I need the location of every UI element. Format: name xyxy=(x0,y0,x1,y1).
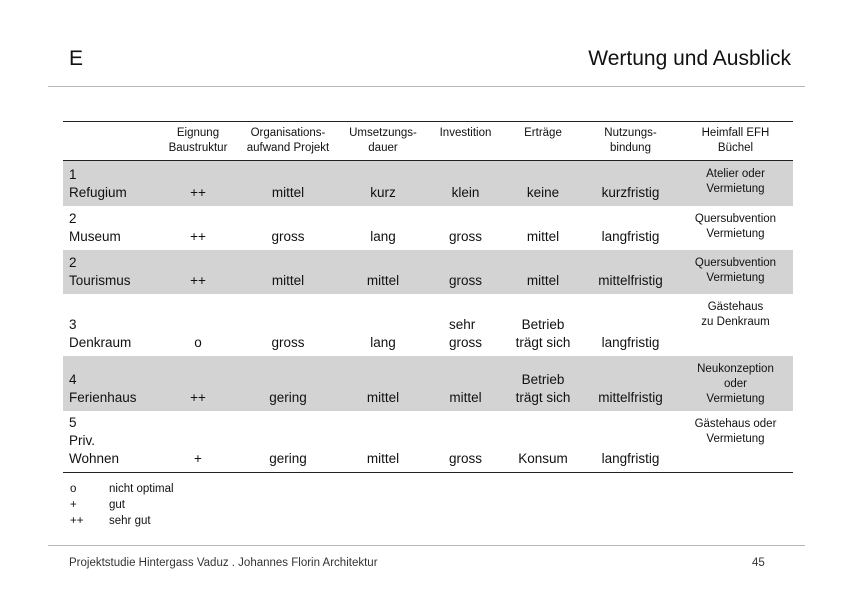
cell-aufwand-value: mittel xyxy=(271,272,305,288)
variant-name: Museum xyxy=(69,228,121,244)
variant-name: Refugium xyxy=(69,184,127,200)
variant-cell xyxy=(63,206,158,250)
cell-aufwand-value: gering xyxy=(269,451,307,466)
cell-eignung-value: ++ xyxy=(190,184,206,200)
table-row xyxy=(63,294,793,356)
cell-ertraege-value: Betrieb trägt sich xyxy=(515,371,571,405)
cell-bindung-value: langfristig xyxy=(601,228,660,244)
cell-dauer-value: mittel xyxy=(366,451,400,466)
table-row xyxy=(63,250,793,294)
legend-item xyxy=(70,497,174,513)
page-title: Wertung und Ausblick xyxy=(588,47,791,70)
variant-name: Ferienhaus xyxy=(69,389,137,405)
legend-text: sehr gut xyxy=(109,515,151,527)
cell-eignung-value: + xyxy=(194,451,202,466)
cell-investition xyxy=(428,356,503,411)
footer-text: Projektstudie Hintergass Vaduz . Johannes Florin Architektur xyxy=(69,557,378,569)
cell-eignung xyxy=(158,206,238,250)
cell-investition xyxy=(428,294,503,356)
variant-name: Denkraum xyxy=(69,334,132,350)
table-body xyxy=(63,161,793,473)
table-row xyxy=(63,161,793,206)
variant-number: 3 xyxy=(69,316,77,332)
cell-eignung xyxy=(158,356,238,411)
cell-dauer xyxy=(338,411,428,473)
cell-eignung-value: ++ xyxy=(190,228,206,244)
cell-investition-value: gross xyxy=(448,272,482,288)
cell-investition-value: sehr gross xyxy=(448,316,482,350)
header-divider xyxy=(48,86,805,87)
table-row xyxy=(63,206,793,250)
cell-eignung-value: ++ xyxy=(190,272,206,288)
cell-bindung xyxy=(583,411,678,473)
cell-aufwand xyxy=(238,411,338,473)
cell-investition xyxy=(428,250,503,294)
cell-bindung-value: langfristig xyxy=(601,451,660,466)
legend-item xyxy=(70,481,174,497)
cell-ertraege xyxy=(503,411,583,473)
cell-dauer-value: mittel xyxy=(366,389,400,405)
variant-cell xyxy=(63,161,158,206)
cell-heimfall: Gästehaus oder Vermietung xyxy=(678,411,793,473)
cell-investition xyxy=(428,411,503,473)
cell-bindung xyxy=(583,294,678,356)
legend-symbol: ++ xyxy=(70,515,84,527)
cell-aufwand xyxy=(238,294,338,356)
variant-name: Tourismus xyxy=(69,272,131,288)
variant-number: 2 xyxy=(69,254,77,270)
column-header-bindung: Nutzungs- bindung xyxy=(583,122,678,161)
cell-ertraege xyxy=(503,206,583,250)
cell-dauer-value: lang xyxy=(370,228,396,244)
legend xyxy=(70,481,174,529)
cell-investition-value: gross xyxy=(448,451,482,466)
cell-ertraege-value: keine xyxy=(526,184,560,200)
cell-eignung xyxy=(158,250,238,294)
cell-dauer xyxy=(338,294,428,356)
cell-aufwand-value: gross xyxy=(271,228,305,244)
cell-dauer-value: lang xyxy=(370,334,396,350)
cell-eignung-value: o xyxy=(194,334,202,350)
cell-dauer xyxy=(338,161,428,206)
column-header-aufwand: Organisations- aufwand Projekt xyxy=(238,122,338,161)
column-header-variant xyxy=(63,122,158,161)
cell-eignung xyxy=(158,294,238,356)
cell-ertraege-value: mittel xyxy=(526,272,560,288)
cell-bindung xyxy=(583,356,678,411)
cell-dauer xyxy=(338,206,428,250)
cell-investition-value: mittel xyxy=(449,389,482,405)
cell-bindung xyxy=(583,250,678,294)
variant-name: Priv. Wohnen xyxy=(69,433,120,466)
cell-investition-value: gross xyxy=(448,228,482,244)
cell-eignung-value: ++ xyxy=(190,389,206,405)
cell-ertraege xyxy=(503,250,583,294)
cell-bindung-value: kurzfristig xyxy=(601,184,660,200)
cell-eignung xyxy=(158,411,238,473)
cell-ertraege xyxy=(503,294,583,356)
cell-heimfall: Quersubvention Vermietung xyxy=(678,250,793,294)
cell-dauer-value: kurz xyxy=(370,184,396,200)
legend-symbol: o xyxy=(70,483,77,495)
variant-number: 5 xyxy=(69,415,77,430)
cell-aufwand xyxy=(238,161,338,206)
variant-cell xyxy=(63,250,158,294)
variant-cell xyxy=(63,411,158,473)
cell-investition xyxy=(428,161,503,206)
cell-investition xyxy=(428,206,503,250)
cell-aufwand-value: mittel xyxy=(271,184,305,200)
column-header-heimfall: Heimfall EFH Büchel xyxy=(678,122,793,161)
cell-aufwand xyxy=(238,206,338,250)
table-row xyxy=(63,411,793,473)
variant-cell xyxy=(63,356,158,411)
cell-heimfall: Neukonzeption oder Vermietung xyxy=(678,356,793,411)
cell-ertraege-value: Konsum xyxy=(518,451,568,466)
legend-text: gut xyxy=(109,499,125,511)
footer-divider xyxy=(48,545,805,546)
cell-aufwand xyxy=(238,250,338,294)
cell-bindung-value: langfristig xyxy=(601,334,660,350)
variant-cell xyxy=(63,294,158,356)
cell-ertraege-value: mittel xyxy=(526,228,560,244)
cell-investition-value: klein xyxy=(451,184,480,200)
cell-bindung-value: mittelfristig xyxy=(598,389,663,405)
variant-number: 4 xyxy=(69,371,77,387)
legend-text: nicht optimal xyxy=(109,483,174,495)
cell-ertraege-value: Betrieb trägt sich xyxy=(515,316,571,350)
table-row xyxy=(63,356,793,411)
cell-ertraege xyxy=(503,356,583,411)
cell-eignung xyxy=(158,161,238,206)
cell-ertraege xyxy=(503,161,583,206)
cell-aufwand xyxy=(238,356,338,411)
cell-aufwand-value: gross xyxy=(271,334,305,350)
legend-item xyxy=(70,513,174,529)
variant-number: 2 xyxy=(69,210,77,226)
cell-aufwand-value: gering xyxy=(269,389,307,405)
section-letter: E xyxy=(69,47,84,70)
table-header-row xyxy=(63,122,793,161)
cell-bindung xyxy=(583,161,678,206)
column-header-ertraege: Erträge xyxy=(503,122,583,161)
page-number: 45 xyxy=(752,557,765,569)
cell-dauer xyxy=(338,250,428,294)
cell-bindung xyxy=(583,206,678,250)
cell-dauer xyxy=(338,356,428,411)
cell-heimfall: Atelier oder Vermietung xyxy=(678,161,793,206)
column-header-investition: Investition xyxy=(428,122,503,161)
cell-bindung-value: mittelfristig xyxy=(598,272,663,288)
cell-heimfall: Gästehaus zu Denkraum xyxy=(701,300,770,328)
cell-dauer-value: mittel xyxy=(366,272,400,288)
variant-number: 1 xyxy=(69,166,77,182)
legend-symbol: + xyxy=(70,499,77,511)
column-header-dauer: Umsetzungs- dauer xyxy=(338,122,428,161)
evaluation-table xyxy=(63,121,793,473)
column-header-eignung: Eignung Baustruktur xyxy=(158,122,238,161)
cell-heimfall: Quersubvention Vermietung xyxy=(694,212,777,240)
